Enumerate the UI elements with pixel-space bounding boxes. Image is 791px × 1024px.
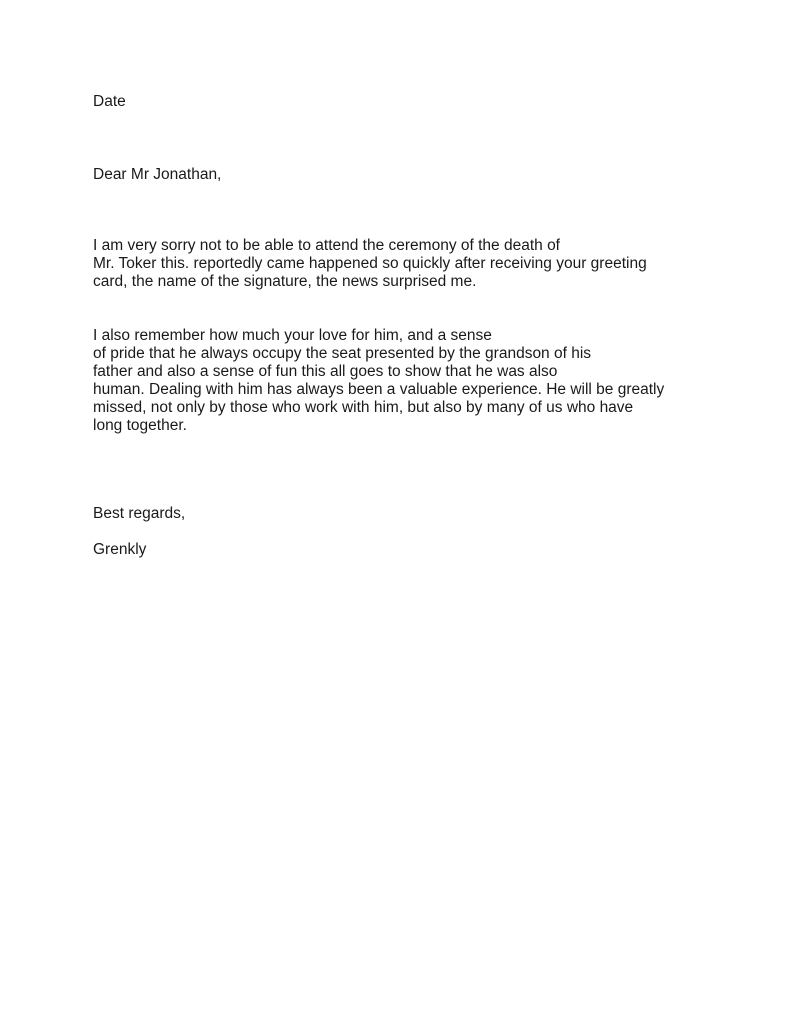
letter-signature [93, 541, 146, 559]
letter-paragraph-2 [93, 327, 664, 435]
signature-name: Grenkly [93, 541, 147, 558]
paragraph-1-line: Mr. Toker this. reportedly came happened so quickly after receiving your greeting [93, 255, 647, 272]
paragraph-2-line: missed, not only by those who work with him, but also by many of us who have [93, 399, 634, 416]
date-label: Date [93, 93, 126, 110]
paragraph-2-line: father and also a sense of fun this all goes to show that he was also [93, 363, 558, 380]
letter-closing [93, 505, 185, 523]
salutation-text: Dear Mr Jonathan, [93, 166, 222, 183]
paragraph-1-line: I am very sorry not to be able to attend the ceremony of the death of [93, 237, 560, 254]
paragraph-2-line: human. Dealing with him has always been a valuable experience. He will be greatly [93, 381, 665, 398]
paragraph-2-line: I also remember how much your love for him, and a sense [93, 327, 492, 344]
letter-paragraph-1 [93, 237, 647, 291]
letter-date [93, 93, 126, 111]
paragraph-2-line: long together. [93, 417, 187, 434]
paragraph-1-line: card, the name of the signature, the news surprised me. [93, 273, 477, 290]
closing-text: Best regards, [93, 505, 186, 522]
paragraph-2-line: of pride that he always occupy the seat presented by the grandson of his [93, 345, 592, 362]
letter-salutation [93, 166, 221, 184]
